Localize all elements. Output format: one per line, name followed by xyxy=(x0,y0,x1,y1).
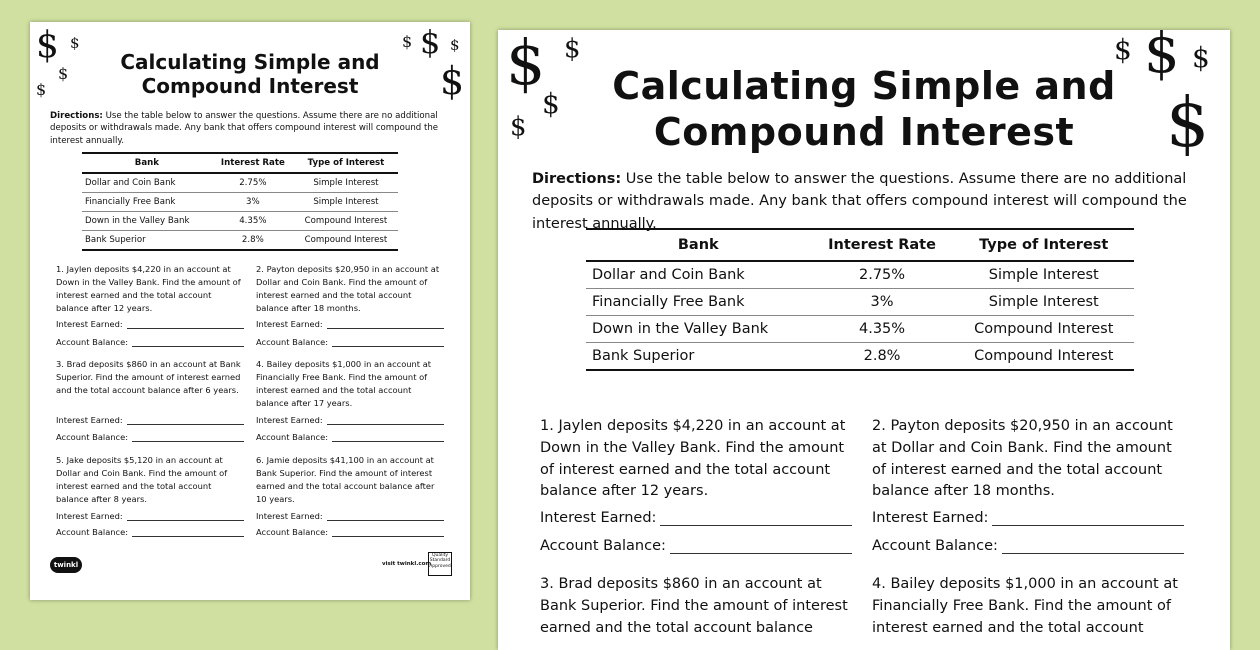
page-title xyxy=(30,50,470,103)
question-3 xyxy=(56,358,242,397)
table-header-row xyxy=(586,229,1134,261)
field-label: Account Balance: xyxy=(56,337,129,347)
question-4 xyxy=(872,574,1184,639)
interest-earned-field[interactable] xyxy=(56,415,244,425)
question-text: Payton deposits $20,950 in an account at Dollar and Coin Bank. Find the amount of interest earned and the total account balance after 18 months. xyxy=(872,418,1173,500)
answer-line[interactable] xyxy=(332,536,444,537)
answer-line[interactable] xyxy=(660,525,852,526)
field-label: Interest Earned: xyxy=(56,415,123,425)
directions-label: Directions: xyxy=(532,171,622,187)
field-label: Interest Earned: xyxy=(540,510,657,526)
question-5 xyxy=(56,454,242,505)
account-balance-field[interactable] xyxy=(540,538,852,554)
dollar-sign-icon: $ xyxy=(420,23,441,61)
dollar-sign-icon: $ xyxy=(440,59,465,103)
cell-type: Compound Interest xyxy=(294,212,398,231)
question-1 xyxy=(540,416,852,503)
question-text: Brad deposits $860 in an account at Bank Superior. Find the amount of interest earned and the total account balance after 6 years. xyxy=(56,359,241,395)
question-text: Payton deposits $20,950 in an account at Dollar and Coin Bank. Find the amount of interest earned and the total account balance after 18 months. xyxy=(256,264,440,313)
quality-badge-icon: Quality Standard Approved xyxy=(428,552,452,576)
directions-text: Use the table below to answer the questions. Assume there are no additional deposits or withdrawals made. Any bank that offers compound interest will compound the interest annually. xyxy=(50,111,439,146)
account-balance-field[interactable] xyxy=(256,527,444,537)
interest-earned-field[interactable] xyxy=(872,510,1184,526)
question-text: Brad deposits $860 in an account at Bank Superior. Find the amount of interest earned and the total account balance xyxy=(540,576,848,636)
cell-bank: Bank Superior xyxy=(586,343,811,371)
question-number: 4. xyxy=(256,359,264,369)
cell-rate: 2.75% xyxy=(811,261,954,289)
question-number: 2. xyxy=(872,418,886,434)
answer-line[interactable] xyxy=(1002,553,1184,554)
table-row xyxy=(82,193,398,212)
col-type: Type of Interest xyxy=(954,229,1135,261)
title-line-2: Compound Interest xyxy=(653,109,1075,154)
field-label: Account Balance: xyxy=(872,538,998,554)
dollar-sign-icon: $ xyxy=(1166,84,1210,163)
cell-type: Compound Interest xyxy=(954,316,1135,343)
question-1 xyxy=(56,263,242,314)
cell-bank: Financially Free Bank xyxy=(586,289,811,316)
question-number: 3. xyxy=(56,359,64,369)
dollar-sign-icon: $ xyxy=(564,34,581,64)
field-label: Account Balance: xyxy=(56,527,129,537)
question-text: Jamie deposits $41,100 in an account at Bank Superior. Find the amount of interest earned and the total account balance after 10 years. xyxy=(256,455,435,504)
question-number: 2. xyxy=(256,264,264,274)
table-row xyxy=(586,316,1134,343)
question-2 xyxy=(872,416,1184,503)
question-text: Jaylen deposits $4,220 in an account at Down in the Valley Bank. Find the amount of interest earned and the total account balance after 12 years. xyxy=(540,418,846,500)
question-number: 1. xyxy=(540,418,554,434)
question-number: 3. xyxy=(540,576,554,592)
cell-rate: 3% xyxy=(811,289,954,316)
col-bank: Bank xyxy=(586,229,811,261)
account-balance-field[interactable] xyxy=(56,432,244,442)
field-label: Interest Earned: xyxy=(256,415,323,425)
col-rate: Interest Rate xyxy=(212,153,294,173)
cell-bank: Bank Superior xyxy=(82,231,212,251)
question-number: 5. xyxy=(56,455,64,465)
account-balance-field[interactable] xyxy=(256,432,444,442)
question-text: Bailey deposits $1,000 in an account at Financially Free Bank. Find the amount of interest earned and the total account xyxy=(872,576,1178,636)
table-header-row xyxy=(82,153,398,173)
cell-type: Compound Interest xyxy=(294,231,398,251)
twinkl-logo: twinkl xyxy=(50,557,82,573)
field-label: Interest Earned: xyxy=(872,510,989,526)
cell-rate: 4.35% xyxy=(811,316,954,343)
cell-bank: Financially Free Bank xyxy=(82,193,212,212)
cell-type: Simple Interest xyxy=(294,173,398,193)
interest-rate-table xyxy=(82,152,398,251)
answer-line[interactable] xyxy=(670,553,852,554)
question-number: 4. xyxy=(872,576,886,592)
field-label: Account Balance: xyxy=(540,538,666,554)
page-title xyxy=(498,64,1230,155)
title-line-1: Calculating Simple and xyxy=(120,50,380,74)
answer-line[interactable] xyxy=(332,346,444,347)
title-line-2: Compound Interest xyxy=(141,74,359,98)
question-6 xyxy=(256,454,442,505)
question-number: 1. xyxy=(56,264,64,274)
dollar-sign-icon: $ xyxy=(450,36,460,54)
answer-line[interactable] xyxy=(132,441,244,442)
dollar-sign-icon: $ xyxy=(36,25,59,66)
question-2 xyxy=(256,263,442,314)
col-rate: Interest Rate xyxy=(811,229,954,261)
question-text: Bailey deposits $1,000 in an account at Financially Free Bank. Find the amount of interest earned and the total account balance after 17 years. xyxy=(256,359,432,408)
table-row xyxy=(82,231,398,251)
answer-line[interactable] xyxy=(332,441,444,442)
field-label: Account Balance: xyxy=(256,432,329,442)
answer-line[interactable] xyxy=(327,520,444,521)
site-url: visit twinkl.com xyxy=(382,561,432,567)
col-type: Type of Interest xyxy=(294,153,398,173)
answer-line[interactable] xyxy=(127,520,244,521)
interest-earned-field[interactable] xyxy=(256,511,444,521)
cell-bank: Down in the Valley Bank xyxy=(82,212,212,231)
answer-line[interactable] xyxy=(127,424,244,425)
question-3 xyxy=(540,574,852,639)
directions xyxy=(50,110,450,147)
dollar-sign-icon: $ xyxy=(510,112,527,142)
cell-type: Simple Interest xyxy=(954,289,1135,316)
account-balance-field[interactable] xyxy=(256,337,444,347)
cell-rate: 3% xyxy=(212,193,294,212)
interest-earned-field[interactable] xyxy=(540,510,852,526)
field-label: Account Balance: xyxy=(256,337,329,347)
answer-line[interactable] xyxy=(992,525,1184,526)
account-balance-field[interactable] xyxy=(56,337,244,347)
question-text: Jake deposits $5,120 in an account at Dollar and Coin Bank. Find the amount of interest earned and the total account balance after 8 years. xyxy=(56,455,228,504)
table-row xyxy=(82,173,398,193)
field-label: Interest Earned: xyxy=(256,319,323,329)
field-label: Account Balance: xyxy=(256,527,329,537)
dollar-sign-icon: $ xyxy=(58,64,69,83)
dollar-sign-icon: $ xyxy=(1114,33,1132,66)
dollar-sign-icon: $ xyxy=(506,30,546,99)
cell-type: Simple Interest xyxy=(954,261,1135,289)
cell-rate: 2.8% xyxy=(811,343,954,371)
dollar-sign-icon: $ xyxy=(70,34,80,52)
cell-bank: Dollar and Coin Bank xyxy=(586,261,811,289)
table-row xyxy=(586,261,1134,289)
cell-rate: 2.8% xyxy=(212,231,294,251)
dollar-sign-icon: $ xyxy=(1192,41,1210,74)
title-line-1: Calculating Simple and xyxy=(612,64,1116,108)
cell-type: Compound Interest xyxy=(954,343,1135,371)
dollar-sign-icon: $ xyxy=(1144,30,1180,86)
interest-rate-table xyxy=(586,228,1134,371)
worksheet-preview-large xyxy=(498,30,1230,650)
table-row xyxy=(586,289,1134,316)
cell-type: Simple Interest xyxy=(294,193,398,212)
cell-rate: 4.35% xyxy=(212,212,294,231)
cell-bank: Down in the Valley Bank xyxy=(586,316,811,343)
table-row xyxy=(586,343,1134,371)
dollar-sign-icon: $ xyxy=(402,32,413,51)
directions-text: Use the table below to answer the questions. Assume there are no additional deposits or withdrawals made. Any bank that offers compound interest will compound the interest annually. xyxy=(532,171,1187,232)
interest-earned-field[interactable] xyxy=(256,415,444,425)
field-label: Interest Earned: xyxy=(56,511,123,521)
table-row xyxy=(82,212,398,231)
answer-line[interactable] xyxy=(132,536,244,537)
field-label: Interest Earned: xyxy=(256,511,323,521)
cell-rate: 2.75% xyxy=(212,173,294,193)
dollar-sign-icon: $ xyxy=(542,87,560,120)
answer-line[interactable] xyxy=(327,424,444,425)
question-number: 6. xyxy=(256,455,264,465)
question-text: Jaylen deposits $4,220 in an account at Down in the Valley Bank. Find the amount of interest earned and the total account balance after 12 years. xyxy=(56,264,241,313)
directions xyxy=(532,168,1212,235)
dollar-sign-icon: $ xyxy=(36,80,47,99)
interest-earned-field[interactable] xyxy=(56,319,244,329)
col-bank: Bank xyxy=(82,153,212,173)
field-label: Interest Earned: xyxy=(56,319,123,329)
answer-line[interactable] xyxy=(127,328,244,329)
directions-label: Directions: xyxy=(50,111,103,121)
interest-earned-field[interactable] xyxy=(56,511,244,521)
account-balance-field[interactable] xyxy=(56,527,244,537)
interest-earned-field[interactable] xyxy=(256,319,444,329)
account-balance-field[interactable] xyxy=(872,538,1184,554)
field-label: Account Balance: xyxy=(56,432,129,442)
question-4 xyxy=(256,358,442,409)
answer-line[interactable] xyxy=(327,328,444,329)
worksheet-preview-small xyxy=(30,22,470,600)
answer-line[interactable] xyxy=(132,346,244,347)
cell-bank: Dollar and Coin Bank xyxy=(82,173,212,193)
